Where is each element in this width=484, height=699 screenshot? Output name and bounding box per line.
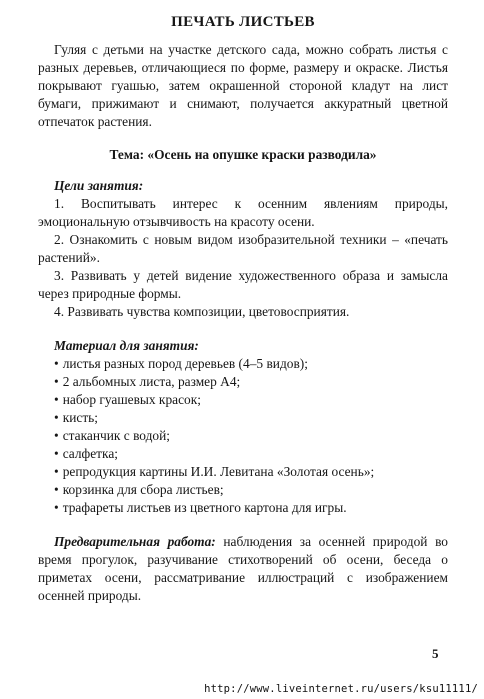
bullet-icon: • — [54, 482, 59, 497]
material-text: 2 альбомных листа, размер А4; — [62, 374, 241, 389]
bullet-icon: • — [54, 410, 59, 425]
goal-item: 1. Воспитывать интерес к осенним явлениям природы, эмоциональную отзывчивость на красоту осени. — [38, 196, 448, 229]
list-item — [54, 463, 448, 481]
list-item — [54, 445, 448, 463]
material-text: набор гуашевых красок; — [62, 392, 201, 407]
preliminary-work-paragraph — [38, 533, 448, 605]
material-text: салфетка; — [62, 446, 118, 461]
materials-heading: Материал для занятия: — [54, 338, 199, 353]
lesson-theme: Тема: «Осень на опушке краски разводила» — [109, 147, 377, 162]
section-spacer — [38, 517, 448, 533]
page-content — [38, 14, 448, 605]
bullet-icon: • — [54, 464, 59, 479]
bullet-icon: • — [54, 356, 59, 371]
page-number: 5 — [432, 646, 439, 661]
materials-list — [38, 355, 448, 517]
bullet-icon: • — [54, 500, 59, 515]
source-watermark: http://www.liveinternet.ru/users/ksu11111/ — [204, 683, 478, 695]
bullet-icon: • — [54, 392, 59, 407]
goal-item: 4. Развивать чувства композиции, цветовосприятия. — [54, 304, 350, 319]
goals-heading: Цели занятия: — [54, 178, 144, 193]
list-item — [54, 499, 448, 517]
goals-section — [38, 177, 448, 321]
bullet-icon: • — [54, 446, 59, 461]
material-text: кисть; — [62, 410, 98, 425]
list-item — [54, 355, 448, 373]
intro-paragraph: Гуляя с детьми на участке детского сада, можно собрать листья с разных деревьев, отличающиеся по форме, размеру и окраске. Листья покрывают гуашью, затем окрашенной стороной кладут на лист бумаги, прижимают и снимают, получается аккуратный цветной отпечаток растения. — [38, 42, 448, 129]
section-spacer — [38, 321, 448, 337]
bullet-icon: • — [54, 374, 59, 389]
list-item — [54, 427, 448, 445]
goal-item: 3. Развивать у детей видение художественного образа и замысла через природные формы. — [38, 268, 448, 301]
list-item — [54, 409, 448, 427]
material-text: корзинка для сбора листьев; — [62, 482, 224, 497]
bullet-icon: • — [54, 428, 59, 443]
preliminary-work-label: Предварительная работа: — [54, 534, 216, 549]
list-item — [54, 481, 448, 499]
page-title: ПЕЧАТЬ ЛИСТЬЕВ — [171, 14, 315, 30]
materials-section — [38, 337, 448, 517]
material-text: трафареты листьев из цветного картона для игры. — [62, 500, 347, 515]
list-item — [54, 373, 448, 391]
material-text: листья разных пород деревьев (4–5 видов); — [62, 356, 308, 371]
list-item — [54, 391, 448, 409]
material-text: репродукция картины И.И. Левитана «Золотая осень»; — [62, 464, 375, 479]
goal-item: 2. Ознакомить с новым видом изобразительной техники – «печать растений». — [38, 232, 448, 265]
material-text: стаканчик с водой; — [62, 428, 170, 443]
preliminary-work-text: наблюдения за осенней природой во время прогулок, разучивание стихотворений об осени, беседа о приметах осени, рассматривание иллюстраций с изображением осенней природы. — [38, 534, 448, 603]
